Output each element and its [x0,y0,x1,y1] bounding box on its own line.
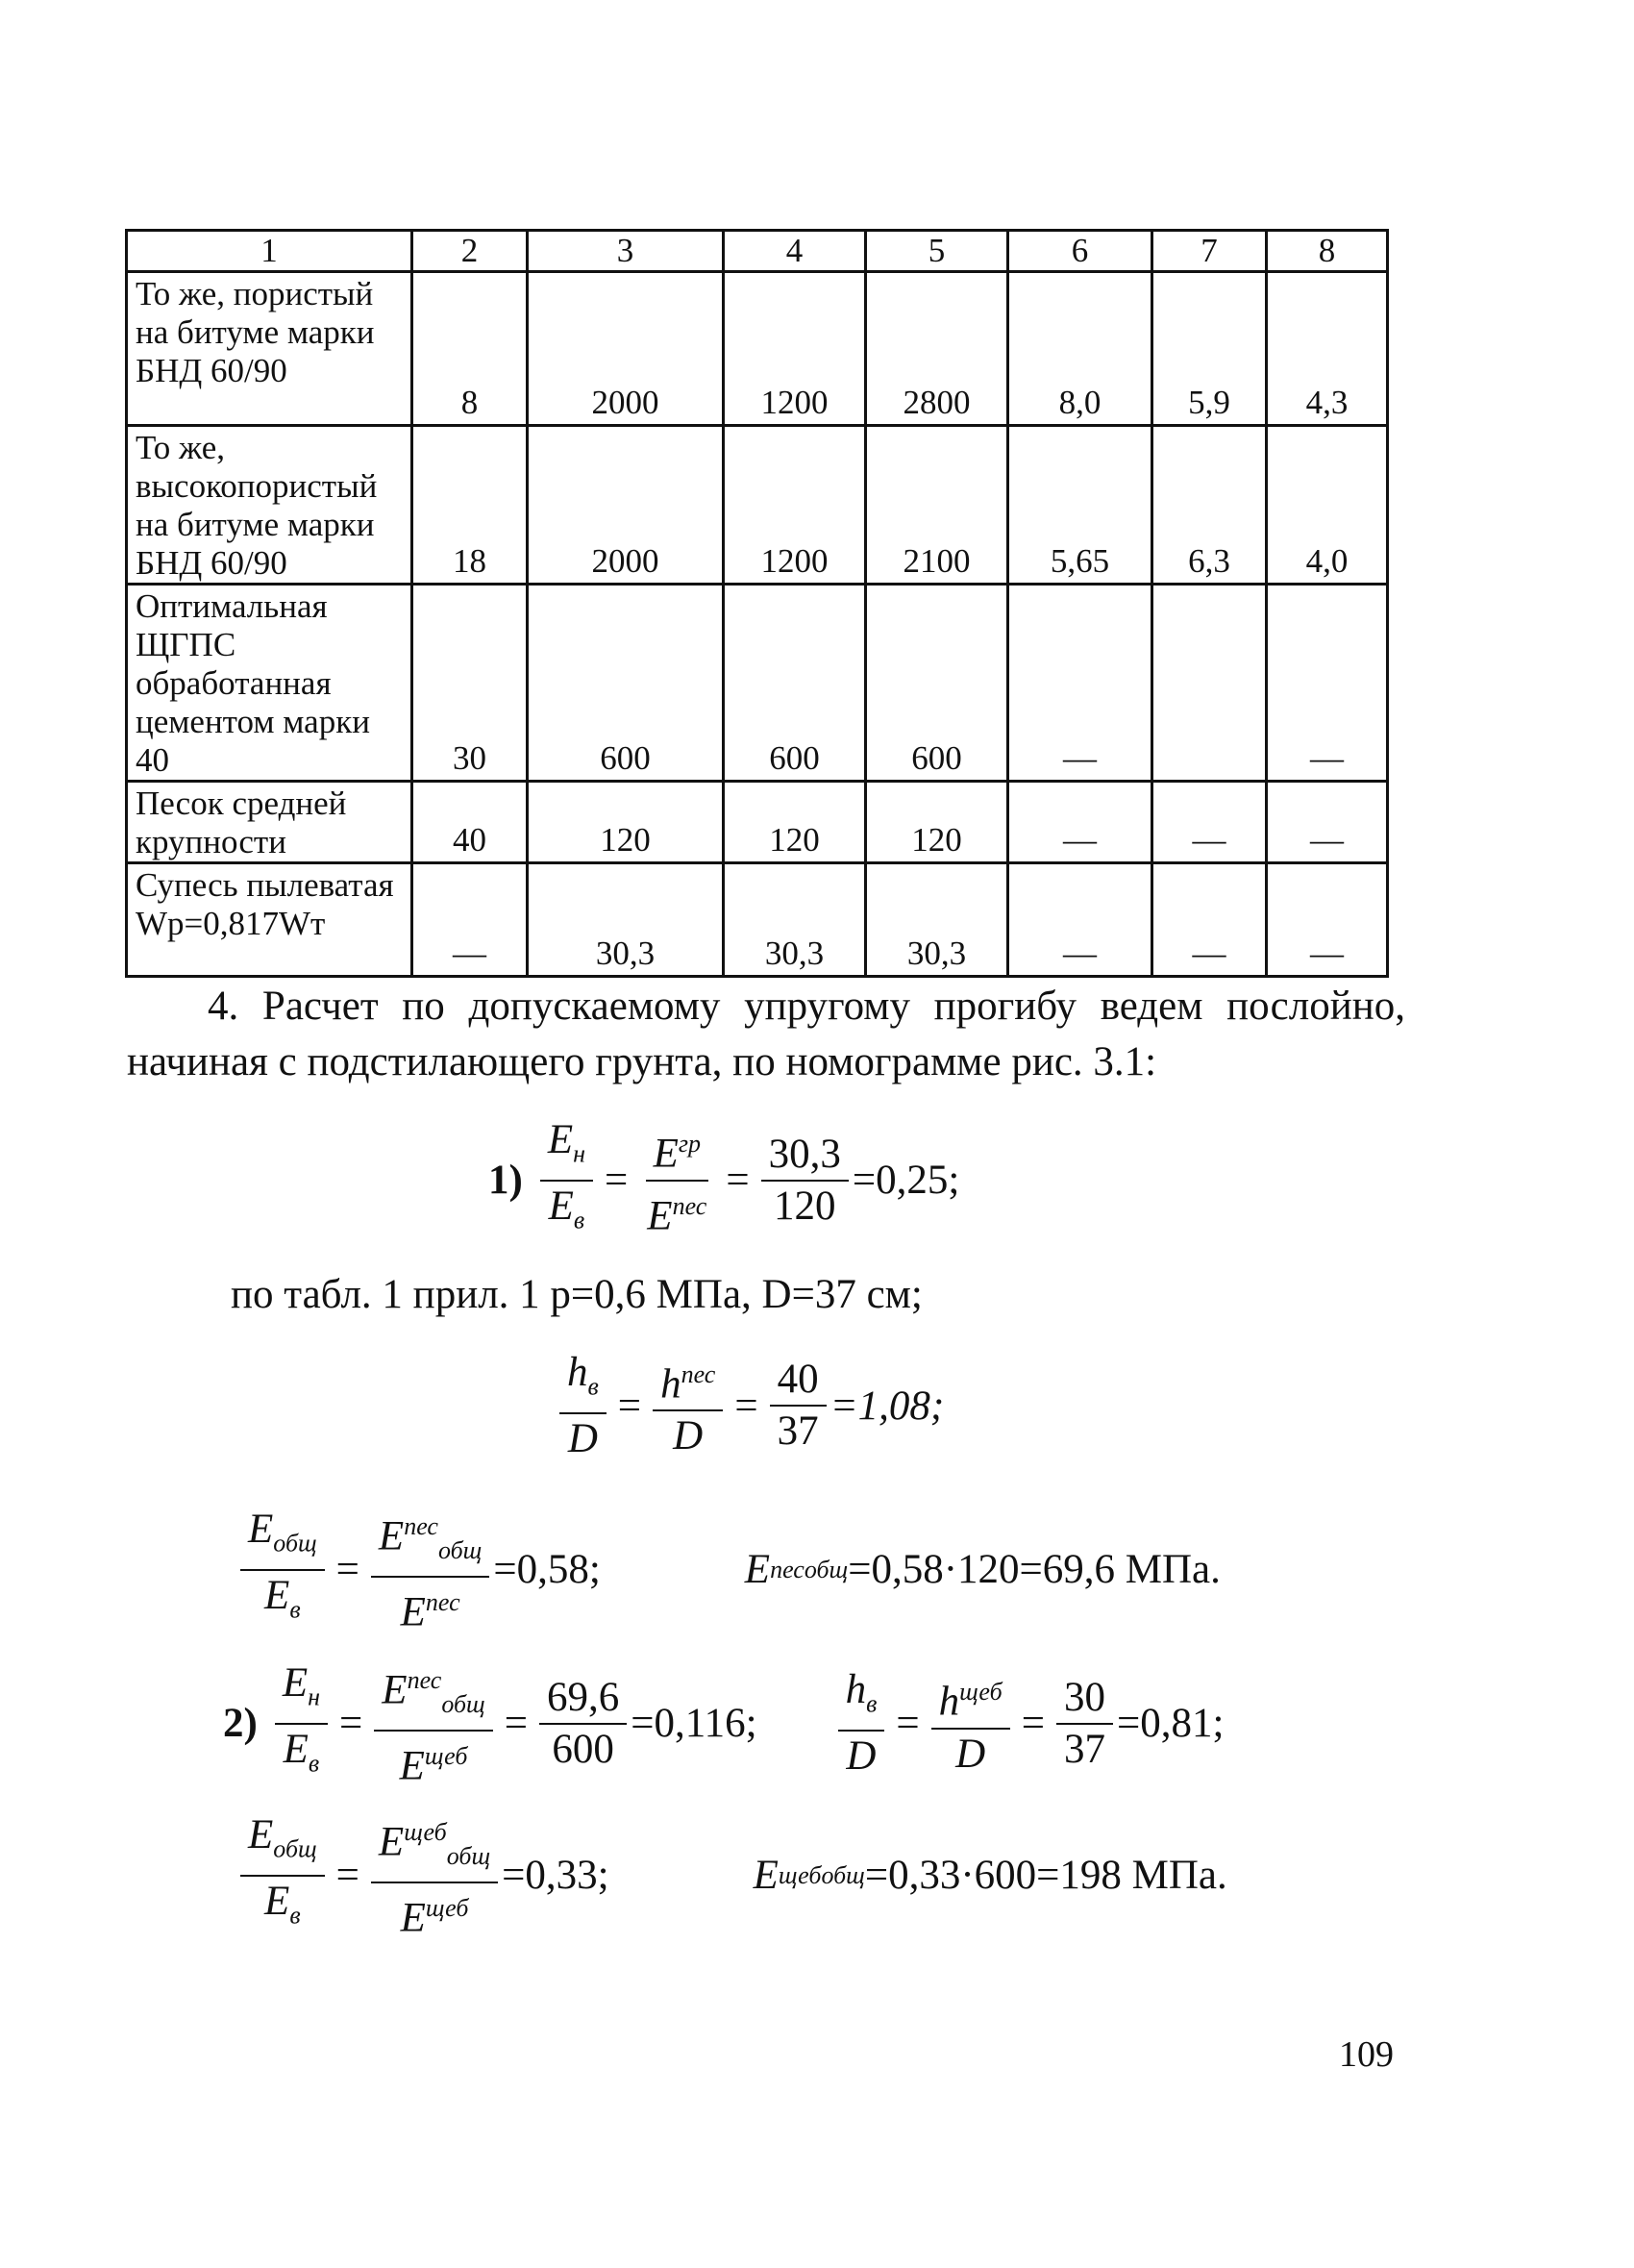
table-cell: — [1152,863,1267,977]
column-header: 4 [724,231,866,272]
column-header: 7 [1152,231,1267,272]
table-cell: — [1267,782,1388,863]
column-header: 5 [866,231,1008,272]
equals-sign: = [726,1158,750,1204]
table-cell: — [412,863,528,977]
table-cell: 2000 [528,426,724,585]
formula-result: =0,58·120=69,6 МПа. [848,1547,1221,1593]
table-cell: 6,3 [1152,426,1267,585]
fraction: $\frac{69,6}{600}$ [539,1673,627,1775]
material-name: Супесь пылеватая Wp=0,817Wт [127,863,412,977]
equals-sign: = [605,1158,629,1204]
formula-result: =0,25; [852,1158,960,1204]
material-name: Песок средней крупности [127,782,412,863]
table-cell: — [1152,782,1267,863]
formula-label: 1) [488,1158,523,1204]
formula-result: =0,116; [631,1701,757,1747]
fraction: $\frac{E^{щеб}_{общ}}{E^{щеб}}$ [371,1807,498,1943]
equals-sign: = [1021,1701,1045,1747]
formula-result: =0,33; [502,1853,609,1899]
table-cell: 120 [528,782,724,863]
table-cell: 600 [528,585,724,782]
table-header-row [127,231,1388,272]
table-cell: 30,3 [528,863,724,977]
page-number: 109 [1339,2034,1394,2075]
formula-result: =0,33·600=198 МПа. [864,1853,1227,1899]
table-reference: по табл. 1 прил. 1 р=0,6 МПа, D=37 см; [231,1272,923,1317]
table-cell: 120 [724,782,866,863]
table-cell: 40 [412,782,528,863]
step4-paragraph: 4. Расчет по допускаемому упругому прогибу ведем послойно, начиная с подстилающего грунта, по номограмме рис. 3.1: [127,984,1405,1084]
fraction: $\frac{E^{пес}_{общ}}{E^{щеб}}$ [374,1656,492,1791]
table-cell: 30,3 [724,863,866,977]
formula-eobsh-sand: $\frac{E_{общ}}{E_в}$ = $\frac{E^{пес}_{общ}}{E^{пес}}$ =0,58; E пес общ =0,58·120=69,6 МПа. [236,1502,1221,1637]
formula-label: 2) [223,1701,258,1747]
equals-sign: = [617,1383,642,1429]
formula-2 [223,1656,1224,1791]
column-header: 3 [528,231,724,272]
table-cell: — [1267,863,1388,977]
equals-sign: = [896,1701,920,1747]
material-name: Оптимальная ЩГПС обработанная цементом марки 40 [127,585,412,782]
formula-result: =1,08; [829,1383,945,1429]
formula-result: =0,58; [493,1547,601,1593]
fraction: $\frac{E^{гр}}{E^{пес}}$ [639,1119,714,1241]
table-cell: 18 [412,426,528,585]
fraction: $\frac{h_в}{D}$ [838,1665,885,1782]
fraction: $\frac{40}{37}$ [770,1355,827,1457]
fraction: $\frac{E_н}{E_в}$ [540,1115,593,1245]
table-cell: 5,9 [1152,272,1267,426]
table-cell: 5,65 [1008,426,1152,585]
equals-sign: = [335,1547,359,1593]
table-cell: 600 [866,585,1008,782]
table-row [127,585,1388,782]
equals-sign: = [734,1383,758,1429]
fraction: $\frac{E_н}{E_в}$ [275,1658,328,1788]
table-row [127,426,1388,585]
material-name: То же, пористый на битуме марки БНД 60/90 [127,272,412,426]
equals-sign: = [339,1701,363,1747]
table-cell: — [1008,863,1152,977]
formula-eobsh-stone: $\frac{E_{общ}}{E_в}$ = $\frac{E^{щеб}_{общ}}{E^{щеб}}$ =0,33; E щеб общ =0,33·600=198 МПа. [236,1807,1227,1943]
table-cell: 4,0 [1267,426,1388,585]
materials-table [125,229,1389,978]
fraction: $\frac{h^{щеб}}{D}$ [931,1667,1010,1779]
table-cell: 120 [866,782,1008,863]
table-cell: 600 [724,585,866,782]
fraction: $\frac{E^{пес}_{общ}}{E^{пес}}$ [371,1502,489,1637]
fraction: $\frac{E_{общ}}{E_в}$ [240,1810,325,1940]
table-cell: 2000 [528,272,724,426]
fraction: $\frac{E_{общ}}{E_в}$ [240,1505,325,1634]
table-cell: — [1267,585,1388,782]
fraction: $\frac{h^{пес}}{D}$ [653,1350,723,1461]
table-cell: 1200 [724,272,866,426]
column-header: 2 [412,231,528,272]
formula-result: =0,81; [1116,1701,1225,1747]
equals-sign: = [504,1701,528,1747]
material-name: То же, высокопористый на битуме марки БНД 60/90 [127,426,412,585]
table-cell: — [1008,782,1152,863]
column-header: 8 [1267,231,1388,272]
table-row [127,782,1388,863]
e-symbol: E [744,1547,771,1593]
table-cell: 2800 [866,272,1008,426]
fraction: $\frac{30}{37}$ [1056,1673,1113,1775]
table-cell: 1200 [724,426,866,585]
table-row [127,863,1388,977]
table-cell [1152,585,1267,782]
equals-sign: = [335,1853,359,1899]
column-header: 6 [1008,231,1152,272]
table-cell: 30 [412,585,528,782]
column-header: 1 [127,231,412,272]
e-symbol: E [753,1853,779,1899]
fraction: $\frac{30,3}{120}$ [761,1130,849,1232]
table-cell: 8 [412,272,528,426]
table-cell: 2100 [866,426,1008,585]
table-cell: 4,3 [1267,272,1388,426]
table-cell: — [1008,585,1152,782]
table-row [127,272,1388,426]
table-cell: 8,0 [1008,272,1152,426]
table-cell: 30,3 [866,863,1008,977]
fraction: $\frac{h_в}{D}$ [559,1348,607,1464]
formula-h-ratio [556,1348,944,1464]
formula-1 [488,1115,959,1245]
